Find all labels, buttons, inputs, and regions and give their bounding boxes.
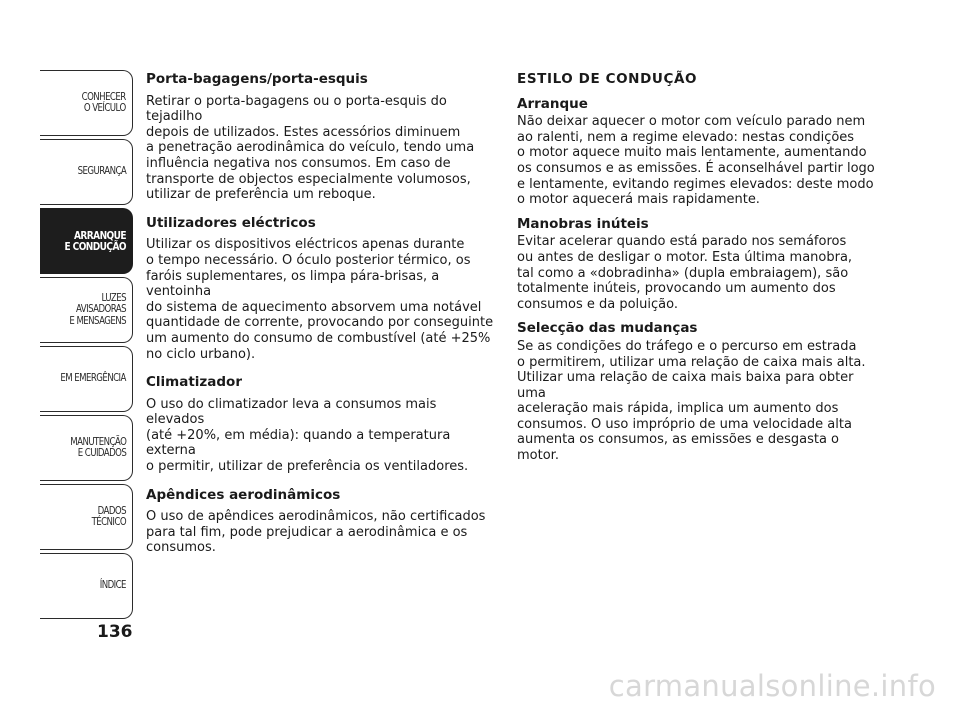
tab-label: LUZES AVISADORAS E MENSAGENS [69,291,126,327]
watermark: carmanualsonline.info [608,669,936,703]
page-number: 136 [97,622,133,642]
section-text: Evitar acelerar quando está parado nos semáforos ou antes de desligar o motor. Esta última manobra, tal como a «dobradinha» (dupla embraiagem), são totalmente inúteis, provocando um aumento dos consumos e da poluição. [517,234,853,312]
section-text: Retirar o porta-bagagens ou o porta-esquis do tejadilho depois de utilizados. Estes acessórios diminuem a penetração aerodinâmica do veículo, tendo uma influência negativa nos consumos. Em caso de transporte de objectos especialmente volumosos, utilizar de preferência um reboque. [146,93,475,203]
section-heading: Porta-bagagens/porta-esquis [146,71,368,87]
section-heading: Selecção das mudanças [517,320,698,337]
tab-em-emergencia[interactable] [40,346,133,412]
tab-label: DADOS TÉCNICO [91,504,126,528]
section-heading: Manobras inúteis [517,215,649,232]
section-heading: Apêndices aerodinâmicos [146,486,341,503]
chapter-heading: ESTILO DE CONDUÇÃO [517,71,698,87]
section-heading: Climatizador [146,374,242,391]
tab-label: CONHECER O VEÍCULO [82,90,126,114]
section-text: O uso do climatizador leva a consumos mais elevados (até +20%, em média): quando a temperatura externa o permitir, utilizar de preferência os ventiladores. [146,396,469,475]
section-text: Se as condições do tráfego e o percurso em estrada o permitirem, utilizar uma relação de caixa mais alta. Utilizar uma relação de caixa mais baixa para obter uma aceleração mais rápida, implica um aumento dos consumos. O uso impróprio de uma velocidade alta aumenta os consumos, as emissões e desgasta o motor. [517,338,866,464]
tab-manutencao-e-cuidados[interactable] [40,415,133,481]
tab-conhecer-o-veiculo[interactable] [40,70,133,136]
tab-label: MANUTENÇÃO E CUIDADOS [70,435,126,459]
tab-indice[interactable] [40,553,133,619]
right-column [517,72,877,473]
tab-label: EM EMERGÊNCIA [60,372,126,385]
tab-seguranca[interactable] [40,139,133,205]
tab-label: SEGURANÇA [77,165,126,178]
tab-label: ÍNDICE [99,579,126,592]
left-column [146,72,496,569]
section-heading: Arranque [517,95,588,112]
tab-luzes-avisadoras[interactable] [40,277,133,343]
section-text: Não deixar aquecer o motor com veículo parado nem ao ralenti, nem a regime elevado: nestas condições o motor aquece muito mais lentamente, aumentando os consumos e as emissões. É aconselhável partir logo e lentamente, evitando regimes elevados: deste modo o motor aquecerá mais rapidamente. [517,114,875,208]
section-text: O uso de apêndices aerodinâmicos, não certificados para tal fim, pode prejudicar a aerodinâmica e os consumos. [146,509,486,556]
tab-dados-tecnico[interactable] [40,484,133,550]
tab-arranque-e-conducao[interactable] [40,208,133,274]
tab-label: ARRANQUE E CONDUÇÃO [64,228,126,253]
section-text: Utilizar os dispositivos eléctricos apenas durante o tempo necessário. O óculo posterior térmico, os faróis suplementares, os limpa pára-brisas, a ventoinha do sistema de aquecimento absorvem uma notável quantidade de corrente, provocando por conseguinte um aumento do consumo de combustível (até +25% no ciclo urbano). [146,237,494,362]
section-heading: Utilizadores eléctricos [146,214,316,231]
